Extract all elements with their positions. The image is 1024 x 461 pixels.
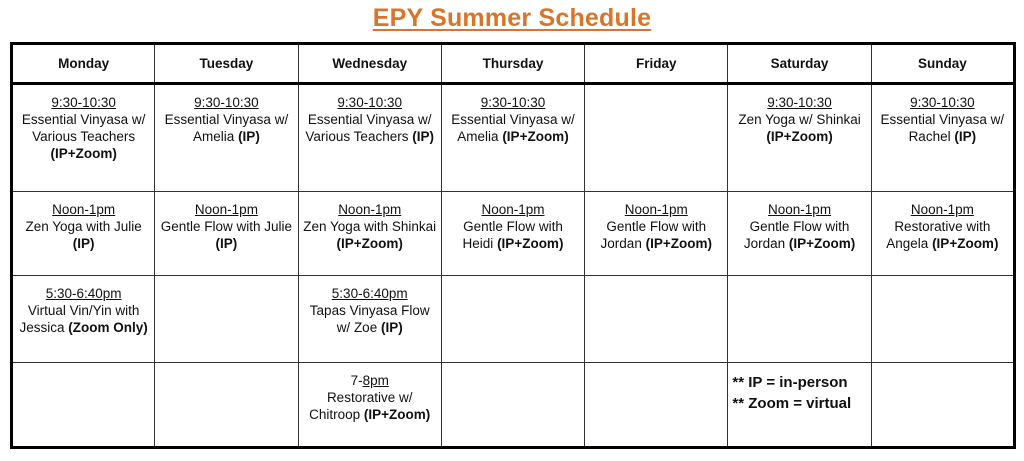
class-time	[17, 94, 150, 111]
class-description: Essential Vinyasa w/ Various Teachers	[305, 112, 432, 144]
class-time	[159, 201, 293, 218]
class-time	[589, 201, 723, 218]
class-entry	[876, 85, 1009, 145]
class-format-badge: (IP+Zoom)	[497, 236, 564, 251]
class-entry	[303, 276, 437, 336]
class-entry	[159, 85, 293, 145]
schedule-cell-wednesday	[298, 192, 441, 276]
day-header-thursday: Thursday	[441, 44, 584, 84]
class-time-value: Noon-1pm	[194, 202, 258, 217]
class-entry	[303, 192, 437, 252]
class-format-badge: (Zoom Only)	[68, 320, 148, 335]
class-description: Zen Yoga with Julie	[25, 219, 142, 234]
schedule-cell-thursday	[441, 84, 584, 192]
class-description: Gentle Flow with Julie	[160, 219, 293, 234]
class-time-value: 9:30-10:30	[51, 95, 116, 110]
class-time-value: 9:30-10:30	[337, 95, 402, 110]
schedule-cell-thursday	[441, 192, 584, 276]
class-description: Essential Vinyasa w/ Rachel	[880, 112, 1005, 144]
schedule-cell-thursday	[441, 276, 584, 363]
schedule-cell-wednesday	[298, 84, 441, 192]
class-entry	[17, 276, 150, 336]
legend	[732, 363, 866, 414]
class-time-value: Noon-1pm	[52, 202, 116, 217]
class-time-value: 9:30-10:30	[480, 95, 546, 110]
class-time-value: 9:30-10:30	[910, 95, 975, 110]
class-time-value: 5:30-6:40pm	[45, 286, 122, 301]
class-format-badge: (IP)	[215, 236, 238, 251]
class-time-value: Noon-1pm	[481, 202, 545, 217]
class-entry	[17, 85, 150, 162]
schedule-cell-tuesday	[155, 276, 298, 363]
class-description: Tapas Vinyasa Flow w/ Zoe	[309, 303, 430, 335]
class-format-badge: (IP)	[954, 129, 977, 144]
class-time	[732, 94, 866, 111]
class-time	[303, 94, 437, 111]
legend-line: ** IP = in-person	[732, 374, 848, 391]
schedule-row	[12, 276, 1015, 363]
day-header-wednesday: Wednesday	[298, 44, 441, 84]
schedule-cell-wednesday	[298, 363, 441, 448]
class-entry	[17, 192, 150, 252]
class-format-badge: (IP)	[238, 129, 260, 144]
class-entry	[732, 192, 866, 252]
schedule-cell-saturday	[728, 276, 871, 363]
class-format-badge: (IP+Zoom)	[788, 236, 856, 251]
day-header-saturday: Saturday	[728, 44, 871, 84]
class-format-badge: (IP+Zoom)	[645, 236, 712, 251]
class-format-badge: (IP+Zoom)	[363, 407, 431, 422]
class-time-prefix: 7-	[350, 373, 363, 388]
class-format-badge: (IP+Zoom)	[766, 129, 833, 144]
day-header-sunday: Sunday	[871, 44, 1014, 84]
class-time-value: Noon-1pm	[910, 202, 974, 217]
class-description: Gentle Flow with Heidi	[462, 219, 563, 251]
schedule-table	[10, 42, 1016, 449]
class-format-badge: (IP)	[380, 320, 403, 335]
schedule-row	[12, 363, 1015, 448]
class-time	[303, 285, 437, 302]
schedule-cell-sunday	[871, 276, 1014, 363]
schedule-cell-saturday	[728, 84, 871, 192]
class-description: Zen Yoga with Shinkai	[303, 219, 437, 234]
class-entry	[446, 85, 580, 145]
class-description: Gentle Flow with Jordan	[600, 219, 707, 251]
class-description: Essential Vinyasa w/ Amelia	[164, 112, 289, 144]
class-time-value: Noon-1pm	[768, 202, 832, 217]
schedule-cell-monday	[12, 363, 155, 448]
class-description: Virtual Vin/Yin with Jessica	[19, 303, 140, 335]
class-time-value: 8pm	[362, 373, 389, 388]
class-time	[303, 201, 437, 218]
schedule-cell-friday	[585, 192, 728, 276]
class-time	[732, 201, 866, 218]
class-description: Essential Vinyasa w/ Amelia	[451, 112, 575, 144]
class-time-value: 5:30-6:40pm	[331, 286, 408, 301]
schedule-cell-tuesday	[155, 84, 298, 192]
class-time	[876, 201, 1009, 218]
class-time-value: Noon-1pm	[624, 202, 688, 217]
day-header-monday: Monday	[12, 44, 155, 84]
class-time	[446, 94, 580, 111]
schedule-body	[12, 84, 1015, 448]
class-time-value: 9:30-10:30	[194, 95, 259, 110]
schedule-cell-tuesday	[155, 192, 298, 276]
class-entry	[159, 192, 293, 252]
class-format-badge: (IP)	[72, 236, 95, 251]
class-format-badge: (IP+Zoom)	[502, 129, 569, 144]
schedule-cell-friday	[585, 276, 728, 363]
class-time	[17, 201, 150, 218]
class-description: Restorative with Angela	[886, 219, 991, 251]
class-time	[303, 372, 437, 389]
schedule-cell-thursday	[441, 363, 584, 448]
class-entry	[732, 85, 866, 145]
class-entry	[589, 192, 723, 252]
schedule-cell-wednesday	[298, 276, 441, 363]
class-time	[159, 94, 293, 111]
schedule-cell-sunday	[871, 192, 1014, 276]
class-description: Zen Yoga w/ Shinkai	[738, 112, 861, 127]
class-description: Restorative w/ Chitroop	[309, 390, 413, 422]
class-time	[876, 94, 1009, 111]
class-time-value: Noon-1pm	[338, 202, 402, 217]
schedule-cell-monday	[12, 192, 155, 276]
class-time-value: 9:30-10:30	[767, 95, 832, 110]
class-entry	[303, 85, 437, 145]
class-format-badge: (IP)	[412, 129, 434, 144]
schedule-cell-friday	[585, 363, 728, 448]
day-header-friday: Friday	[585, 44, 728, 84]
schedule-row	[12, 84, 1015, 192]
legend-line: ** Zoom = virtual	[732, 395, 852, 412]
schedule-cell-monday	[12, 84, 155, 192]
schedule-cell-sunday	[871, 84, 1014, 192]
schedule-cell-tuesday	[155, 363, 298, 448]
schedule-cell-sunday	[871, 363, 1014, 448]
class-time	[17, 285, 150, 302]
day-header-tuesday: Tuesday	[155, 44, 298, 84]
schedule-cell-saturday	[728, 363, 871, 448]
class-entry	[876, 192, 1009, 252]
class-format-badge: (IP+Zoom)	[932, 236, 999, 251]
class-description: Gentle Flow with Jordan	[743, 219, 850, 251]
page-title: EPY Summer Schedule	[372, 4, 652, 32]
schedule-cell-monday	[12, 276, 155, 363]
class-format-badge: (IP+Zoom)	[336, 236, 403, 251]
header-row	[12, 44, 1015, 84]
class-format-badge: (IP+Zoom)	[50, 146, 117, 161]
class-entry	[446, 192, 580, 252]
schedule-cell-saturday	[728, 192, 871, 276]
schedule-row	[12, 192, 1015, 276]
class-time	[446, 201, 580, 218]
schedule-cell-friday	[585, 84, 728, 192]
class-entry	[303, 363, 437, 423]
class-description: Essential Vinyasa w/ Various Teachers	[21, 112, 146, 144]
